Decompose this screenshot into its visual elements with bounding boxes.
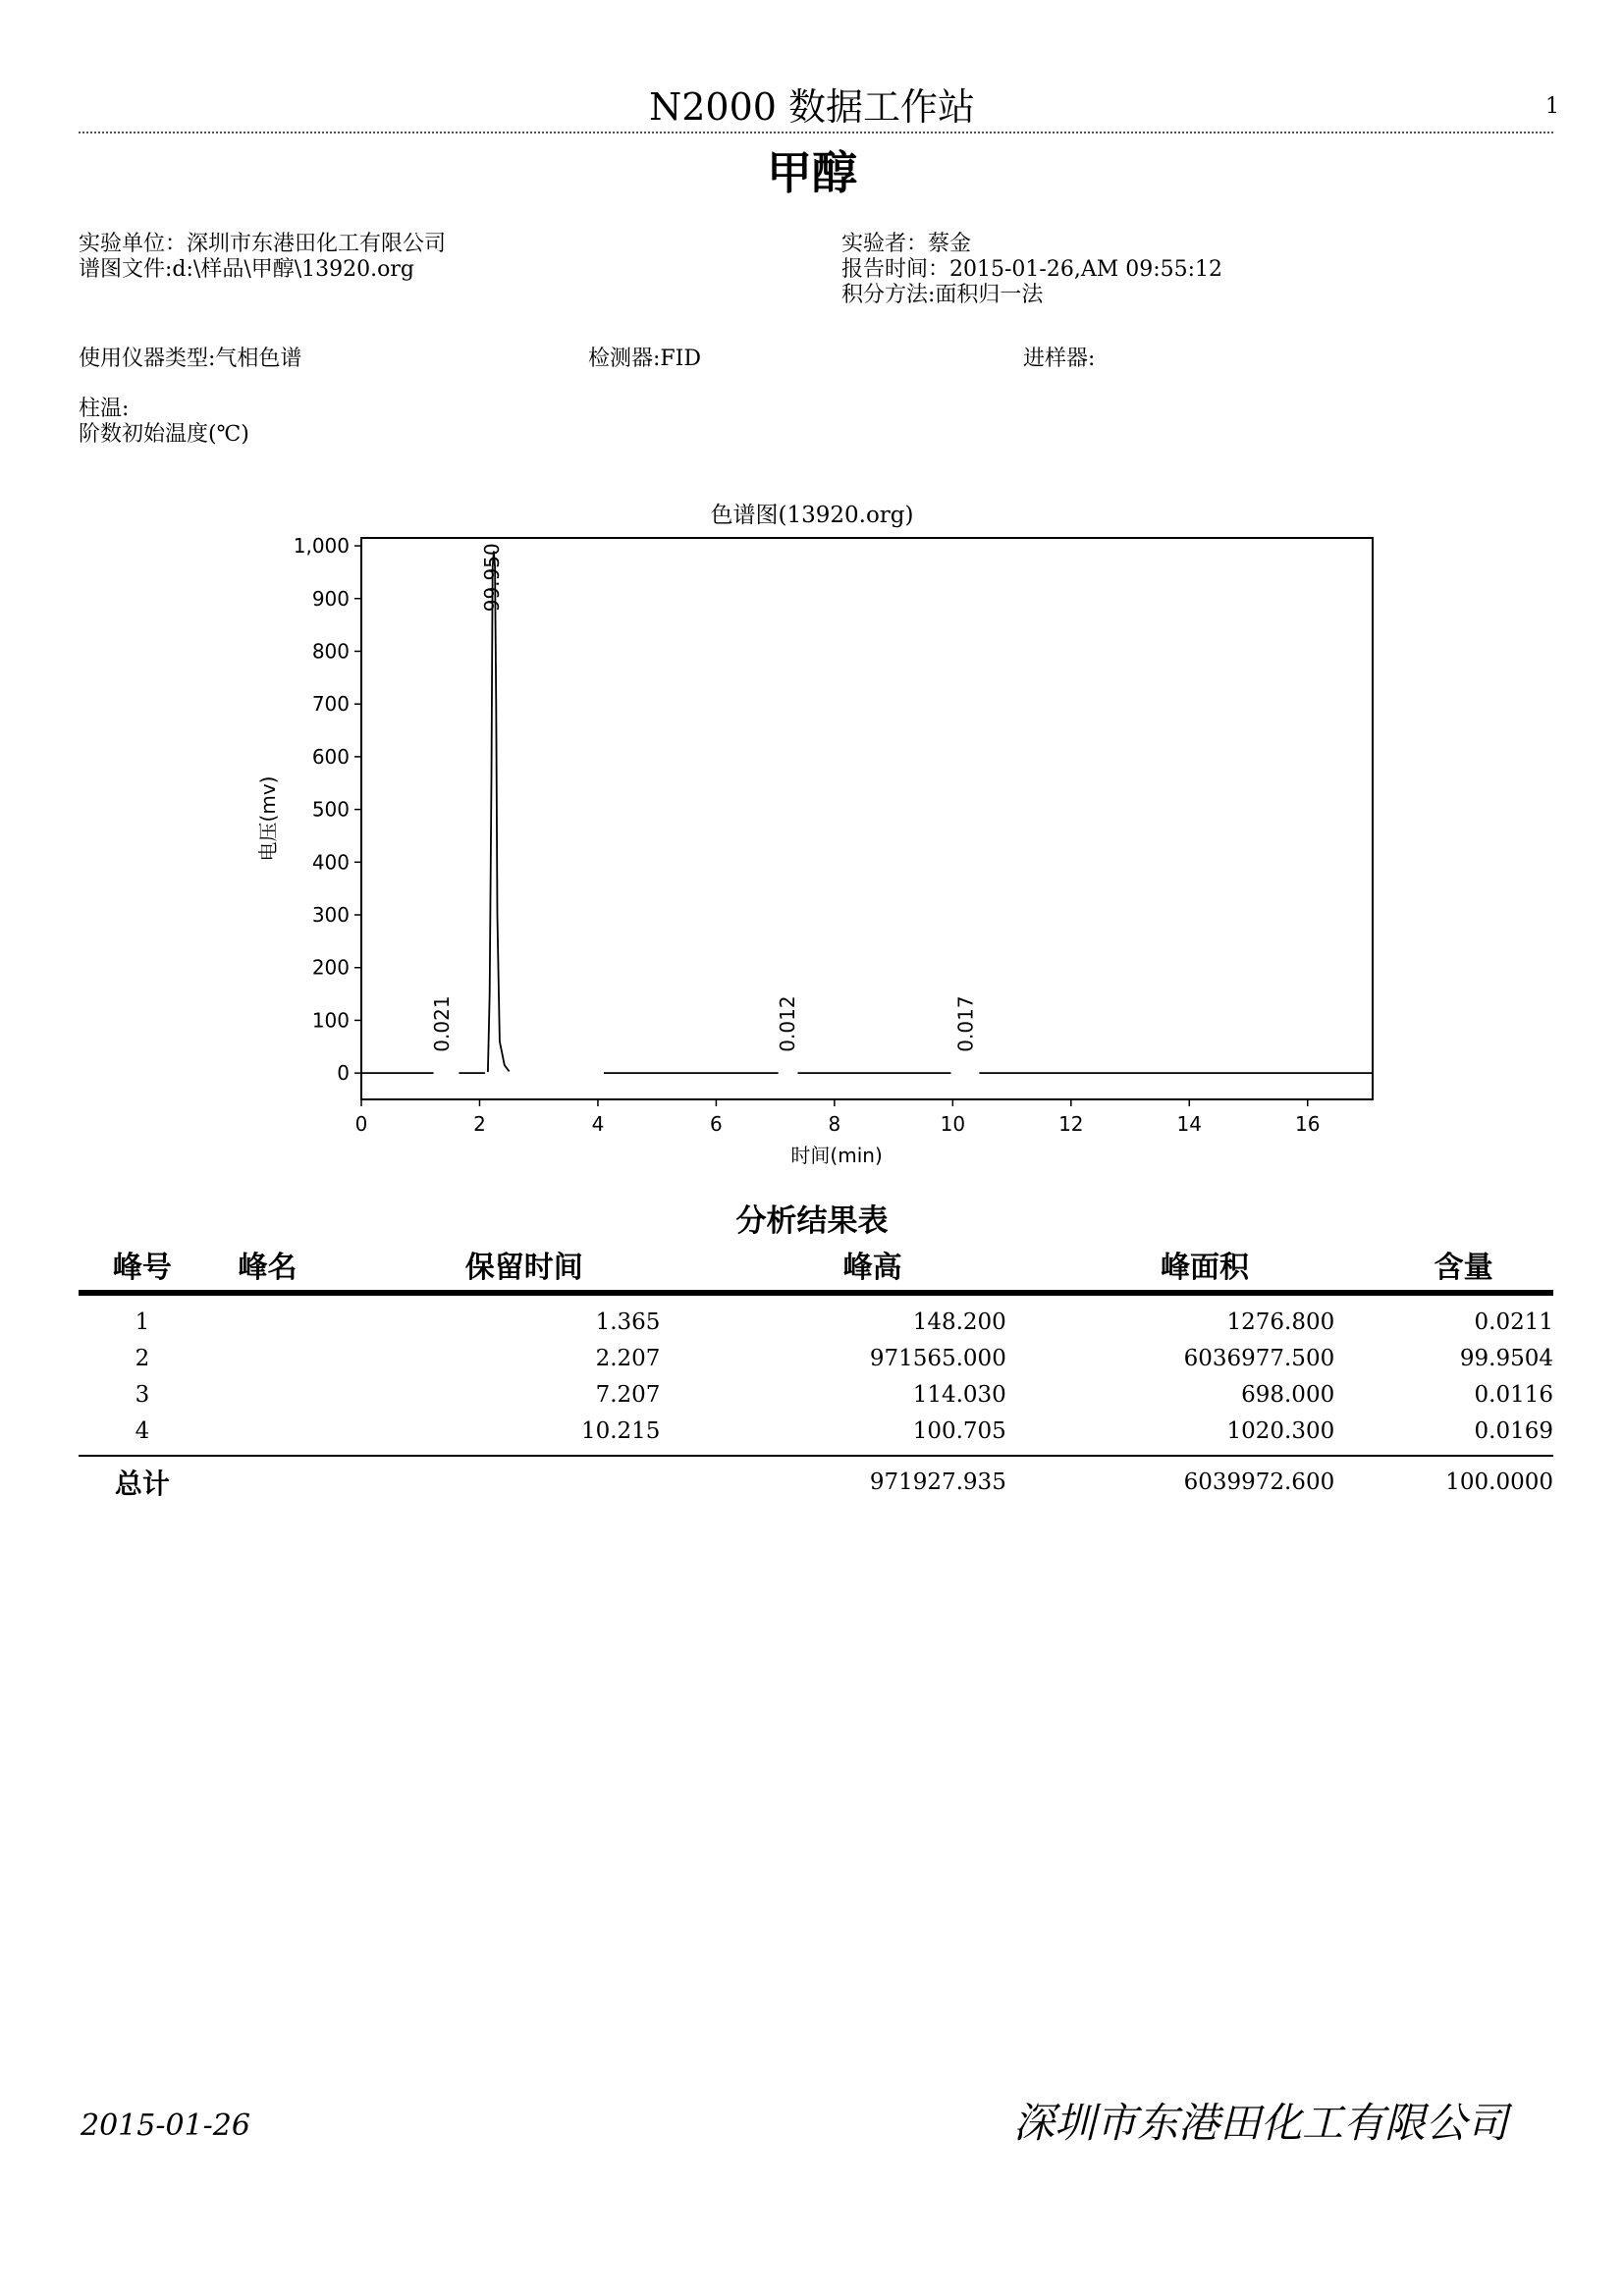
y-tick-label: 400: [311, 850, 350, 875]
cell-peak-height: 100.705: [912, 1417, 1006, 1444]
cell-retention-time: 1.365: [595, 1308, 661, 1335]
cell-peak-number: 3: [135, 1381, 150, 1408]
spectrum-file: 谱图文件:d:\样品\甲醇\13920.org: [79, 257, 414, 282]
instrument-type: 使用仪器类型:气相色谱: [79, 347, 302, 371]
page-number: 1: [1545, 94, 1559, 119]
chromatogram-line: [361, 551, 1373, 1073]
peak-label: 0.012: [776, 995, 800, 1052]
x-tick-label: 8: [828, 1112, 841, 1136]
x-tick-label: 14: [1176, 1112, 1203, 1136]
cell-peak-number: 4: [135, 1417, 150, 1444]
peak-label: 0.017: [953, 995, 978, 1052]
y-tick-label: 100: [311, 1008, 350, 1033]
x-tick-label: 16: [1295, 1112, 1321, 1136]
cell-peak-height: 148.200: [912, 1308, 1006, 1335]
cell-content: 0.0211: [1474, 1308, 1553, 1335]
total-empty-time: [329, 1456, 660, 1504]
y-axis-label: 电压(mv): [256, 775, 280, 862]
injector: 进样器:: [1023, 347, 1096, 371]
y-tick-label: 700: [311, 692, 350, 717]
x-tick-label: 10: [940, 1112, 966, 1136]
peak-label: 0.021: [430, 995, 455, 1052]
cell-peak-area: 1276.800: [1226, 1308, 1335, 1335]
lab-unit: 实验单位：深圳市东港田化工有限公司: [79, 232, 447, 256]
y-tick-label: 600: [311, 744, 350, 769]
x-axis-label: 时间(min): [790, 1144, 883, 1167]
column-temp: 柱温:: [79, 397, 130, 421]
chromatogram-chart: [236, 522, 1394, 1180]
peak-label: 99.950: [479, 543, 504, 613]
total-empty-name: [206, 1456, 329, 1504]
y-tick-label: 500: [311, 797, 350, 822]
x-tick-label: 12: [1058, 1112, 1084, 1136]
y-tick-label: 1,000: [293, 534, 350, 559]
total-peak-height: 971927.935: [660, 1456, 1005, 1504]
y-tick-label: 900: [311, 586, 350, 611]
y-tick-label: 800: [311, 639, 350, 664]
cell-retention-time: 10.215: [580, 1417, 661, 1444]
table-row: [79, 1340, 1553, 1376]
chart-title: 色谱图(13920.org): [710, 503, 914, 528]
header-retention-time: 保留时间: [329, 1239, 660, 1293]
cell-peak-name: [206, 1376, 329, 1413]
x-tick-label: 0: [354, 1112, 368, 1136]
results-table: [79, 1239, 1553, 1504]
integration-method: 积分方法:面积归一法: [841, 283, 1044, 307]
total-peak-area: 6039972.600: [1006, 1456, 1334, 1504]
cell-peak-area: 1020.300: [1226, 1417, 1335, 1444]
cell-peak-height: 971565.000: [869, 1345, 1006, 1371]
header-peak-height: 峰高: [660, 1239, 1005, 1293]
cell-peak-number: 1: [135, 1308, 150, 1335]
detector: 检测器:FID: [588, 347, 702, 371]
y-tick-label: 200: [311, 955, 350, 980]
total-content: 100.0000: [1334, 1456, 1553, 1504]
cell-peak-number: 2: [135, 1345, 150, 1371]
cell-content: 0.0116: [1474, 1381, 1553, 1408]
table-row: [79, 1376, 1553, 1413]
cell-retention-time: 2.207: [595, 1345, 661, 1371]
y-tick-label: 300: [311, 903, 350, 928]
stage-initial-temp: 阶数初始温度(℃): [79, 422, 249, 447]
report-time: 报告时间：2015-01-26,AM 09:55:12: [841, 257, 1223, 282]
total-label: 总计: [79, 1456, 206, 1504]
experimenter: 实验者：蔡金: [841, 232, 972, 256]
footer-date: 2015-01-26: [81, 2109, 250, 2143]
cell-peak-height: 114.030: [912, 1381, 1006, 1408]
table-header-row: [79, 1239, 1553, 1293]
table-row: [79, 1293, 1553, 1340]
table-row: [79, 1413, 1553, 1456]
plot-frame: [361, 538, 1373, 1099]
workstation-title: N2000 数据工作站: [648, 85, 976, 129]
cell-peak-name: [206, 1293, 329, 1340]
footer-company: 深圳市东港田化工有限公司: [1012, 2099, 1508, 2147]
cell-peak-area: 698.000: [1241, 1381, 1335, 1408]
table-total-row: [79, 1456, 1553, 1504]
x-tick-label: 4: [591, 1112, 605, 1136]
cell-retention-time: 7.207: [595, 1381, 661, 1408]
header-peak-number: 峰号: [79, 1239, 206, 1293]
x-tick-label: 2: [473, 1112, 486, 1136]
cell-peak-name: [206, 1340, 329, 1376]
table-title: 分析结果表: [735, 1203, 889, 1239]
document-title: 甲醇: [767, 146, 857, 199]
header-divider: [79, 132, 1553, 133]
header-peak-area: 峰面积: [1006, 1239, 1334, 1293]
cell-content: 0.0169: [1474, 1417, 1553, 1444]
cell-peak-name: [206, 1413, 329, 1456]
header-content: 含量: [1334, 1239, 1553, 1293]
cell-peak-area: 6036977.500: [1183, 1345, 1335, 1371]
cell-content: 99.9504: [1459, 1345, 1553, 1371]
header-peak-name: 峰名: [206, 1239, 329, 1293]
x-tick-label: 6: [710, 1112, 723, 1136]
y-tick-label: 0: [337, 1061, 350, 1086]
